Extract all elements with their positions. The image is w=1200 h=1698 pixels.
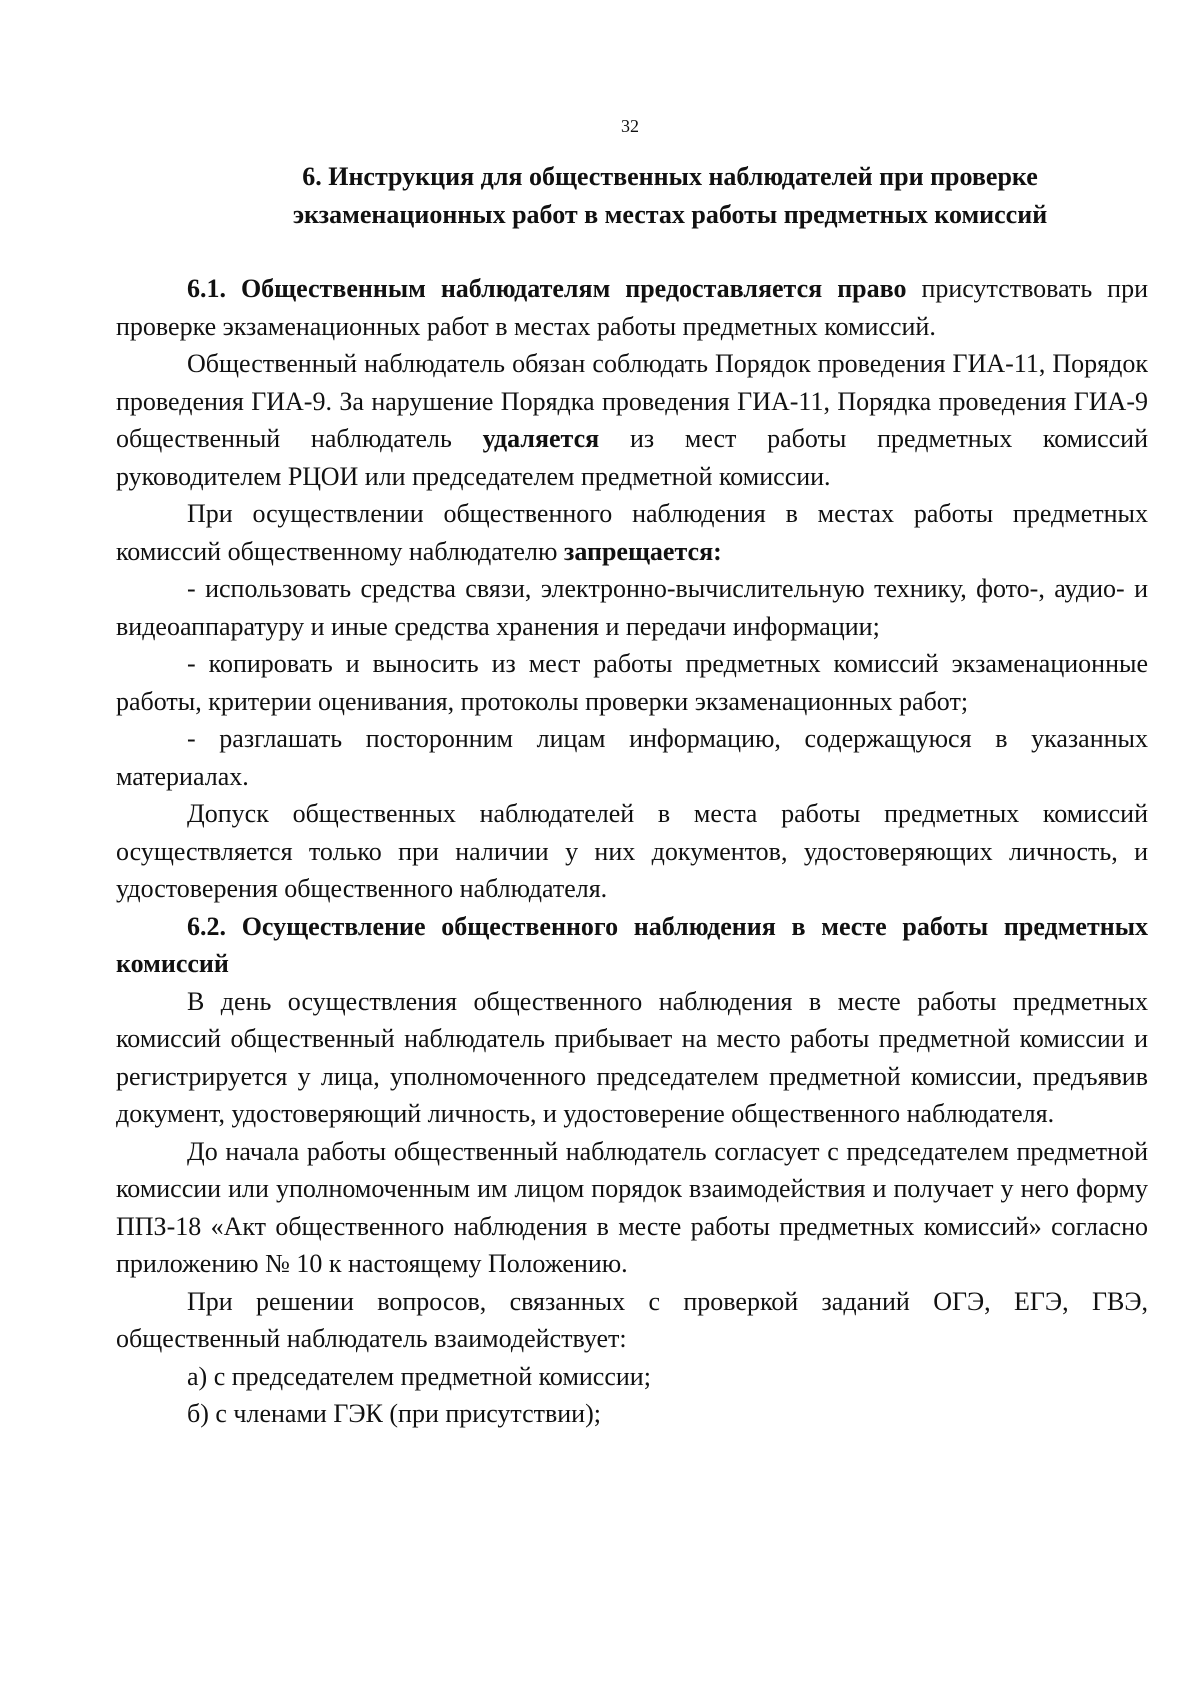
list-item-interaction-b: б) с членами ГЭК (при присутствии);: [187, 1399, 601, 1428]
section-heading-line-2: экзаменационных работ в местах работы предметных комиссий: [292, 200, 1048, 229]
list-item-prohibition-2: - копировать и выносить из мест работы предметных комиссий экзаменационные работы, критерии оценивания, протоколы проверки экзаменационных работ;: [116, 649, 1148, 716]
paragraph-obligations-text-2: из мест работы предметных комиссий руководителем РЦОИ или председателем предметной комиссии.: [116, 424, 1148, 491]
document-body: [116, 270, 1148, 1433]
paragraph-prohibitions-intro-bold: запрещается:: [563, 536, 722, 566]
paragraph-6-1: [116, 270, 1148, 345]
paragraph-arrival: В день осуществления общественного наблюдения в месте работы предметных комиссий общественный наблюдатель прибывает на место работы предметной комиссии и регистрируется у лица, уполномоченного председателем предметной комиссии, предъявив документ, удостоверяющий личность, и удостоверение общественного наблюдателя.: [116, 986, 1148, 1128]
paragraph-interaction-intro: При решении вопросов, связанных с проверкой заданий ОГЭ, ЕГЭ, ГВЭ, общественный наблюдатель взаимодействует:: [116, 1286, 1148, 1353]
section-heading: [240, 158, 1100, 234]
section-heading-line-1: 6. Инструкция для общественных наблюдателей при проверке: [302, 162, 1038, 191]
paragraph-coordination: До начала работы общественный наблюдатель согласует с председателем предметной комиссии или уполномоченным им лицом порядок взаимодействия и получает у него форму ППЗ-18 «Акт общественного наблюдения в месте работы предметных комиссий» согласно приложению № 10 к настоящему Положению.: [116, 1136, 1148, 1278]
paragraph-prohibitions-intro: [116, 495, 1148, 570]
list-item-prohibition-1: - использовать средства связи, электронно-вычислительную технику, фото-, аудио- и видеоаппаратуру и иные средства хранения и передачи информации;: [116, 574, 1148, 641]
paragraph-6-1-text: присутствовать при проверке экзаменационных работ в местах работы предметных комиссий.: [116, 274, 1148, 341]
paragraph-admission: Допуск общественных наблюдателей в места работы предметных комиссий осуществляется только при наличии у них документов, удостоверяющих личность, и удостоверения общественного наблюдателя.: [116, 799, 1148, 903]
page-number: 32: [621, 116, 639, 136]
list-item-interaction-a: а) с председателем предметной комиссии;: [187, 1361, 651, 1391]
paragraph-obligations-text-1: Общественный наблюдатель обязан соблюдать Порядок проведения ГИА-11, Порядок проведения ГИА-9. За нарушение Порядка проведения ГИА-11, Порядка проведения ГИА-9 общественный наблюдатель: [116, 349, 1148, 453]
paragraph-prohibitions-intro-text: При осуществлении общественного наблюдения в местах работы предметных комиссий общественному наблюдателю: [116, 499, 1148, 566]
paragraph-obligations-bold: удаляется: [482, 424, 600, 453]
subsection-heading-6-2: 6.2. Осуществление общественного наблюдения в месте работы предметных комиссий: [116, 911, 1148, 978]
paragraph-obligations: [116, 345, 1148, 495]
list-item-prohibition-3: - разглашать посторонним лицам информацию, содержащуюся в указанных материалах.: [116, 724, 1148, 791]
paragraph-6-1-bold: 6.1. Общественным наблюдателям предоставляется право: [187, 274, 907, 303]
